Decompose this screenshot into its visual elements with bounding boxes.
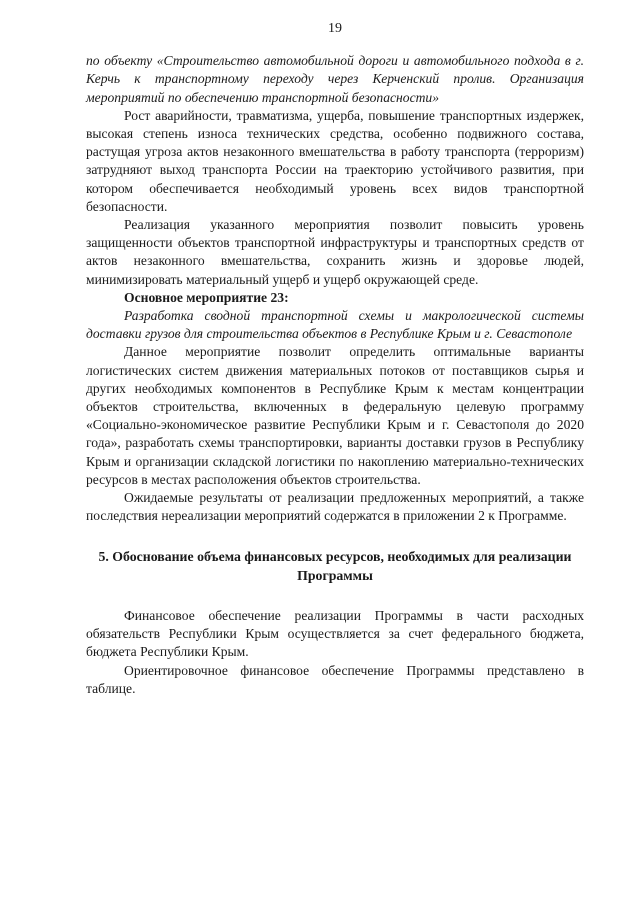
page-number: 19	[328, 21, 342, 36]
paragraph-object-title: по объекту «Строительство автомобильной дороги и автомобильного подхода в г. Керчь к транспортному переходу через Керченский пролив. Организация мероприятий по обеспечению транспортной безопасности»	[86, 53, 584, 105]
paragraph-table-ref: Ориентировочное финансовое обеспечение Программы представлено в таблице.	[86, 662, 584, 696]
section-heading: 5. Обоснование объема финансовых ресурсов, необходимых для реализации Программы	[98, 549, 572, 583]
main-activity-title: Разработка сводной транспортной схемы и макрологической системы доставки грузов для строительства объектов в Республике Крым и г. Севастополе	[86, 308, 584, 342]
paragraph-logistics: Данное мероприятие позволит определить оптимальные варианты логистических систем движения материальных потоков от поставщиков сырья и других необходимых компонентов в Республике Крым к местам концентрации объектов строительства, включенных в федеральную целевую программу «Социально-экономическое развитие Республики Крым и г. Севастополя до 2020 года», разработать схемы транспортировки, варианты доставки грузов в Республику Крым и организации складской логистики по накоплению материально-технических ресурсов в местах расположения объектов строительства.	[86, 344, 584, 487]
paragraph-financing: Финансовое обеспечение реализации Программы в части расходных обязательств Республики Крым осуществляется за счет федерального бюджета, бюджета Республики Крым.	[86, 607, 584, 660]
main-activity-heading: Основное мероприятие 23:	[124, 289, 289, 305]
paragraph-implementation: Реализация указанного мероприятия позволит повысить уровень защищенности объектов транспортной инфраструктуры и транспортных средств от актов незаконного вмешательства, сохранить жизнь и здоровье людей, минимизировать материальный ущерб и ущерб окружающей среде.	[86, 217, 584, 287]
paragraph-risks: Рост аварийности, травматизма, ущерба, повышение транспортных издержек, высокая степень износа технических средства, особенно подвижного состава, растущая угроза актов незаконного вмешательства в работу транспорта (терроризм) затрудняют выход транспорта России на траекторию устойчивого развития, при котором обеспечивается необходимый уровень всех видов транспортной безопасности.	[86, 107, 584, 214]
paragraph-expected-results: Ожидаемые результаты от реализации предложенных мероприятий, а также последствия нереализации мероприятий содержатся в приложении 2 к Программе.	[86, 490, 584, 524]
